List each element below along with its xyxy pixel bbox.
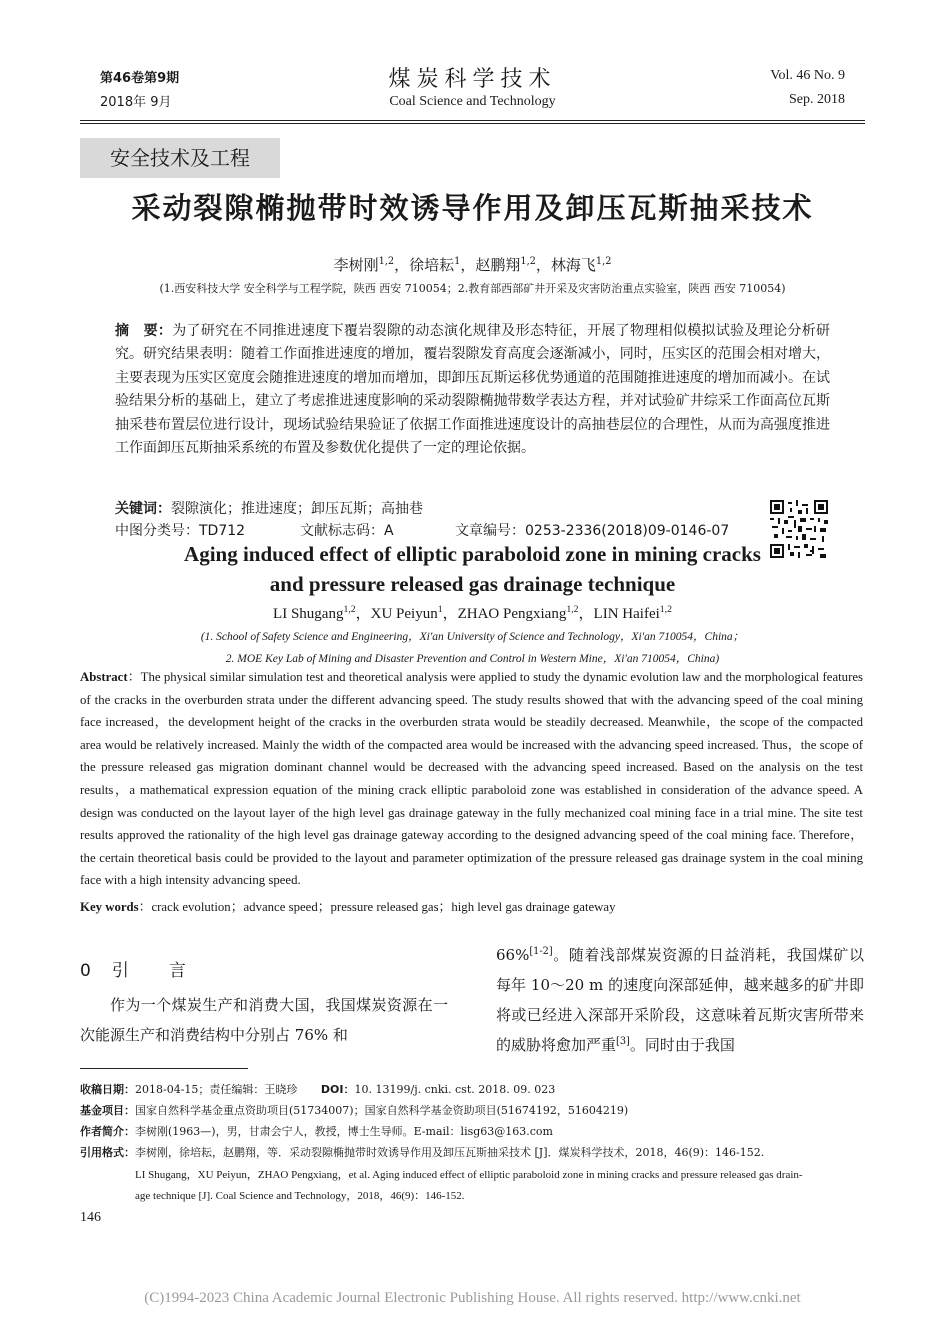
author-en: ，LIN Haifei bbox=[578, 606, 660, 622]
footnote-label: 作者简介： bbox=[80, 1125, 135, 1138]
journal-title-en: Coal Science and Technology bbox=[389, 94, 556, 109]
author-sup: 1,2 bbox=[520, 256, 536, 267]
footnote-citation-en-2: age technique [J]. Coal Science and Technology，2018，46(9)：146-152. bbox=[135, 1190, 465, 1202]
author-en: LI Shugang bbox=[273, 606, 344, 622]
footnote-label: 收稿日期： bbox=[80, 1083, 135, 1096]
author-sup: 1,2 bbox=[378, 256, 395, 267]
journal-title-cn: 煤炭科学技术 bbox=[388, 67, 557, 92]
author-sup: 1,2 bbox=[659, 604, 672, 615]
affiliation-en-2: 2. MOE Key Lab of Mining and Disaster Prevention and Control in Western Mine，Xi'an 710054，China) bbox=[225, 653, 720, 665]
article-number: 文章编号：0253-2336(2018)09-0146-07 bbox=[455, 523, 730, 539]
authors-cn bbox=[0, 254, 945, 275]
citation-link[interactable]: [3] bbox=[616, 1036, 630, 1047]
author-sup: 1 bbox=[437, 604, 443, 615]
page-number: 146 bbox=[80, 1210, 101, 1225]
keywords-cn-label: 关键词： bbox=[115, 501, 171, 517]
author-en: ，XU Peiyun bbox=[355, 606, 438, 622]
affiliation-cn: (1.西安科技大学 安全科学与工程学院，陕西 西安 710054；2.教育部西部矿井开采及灾害防治重点实验室，陕西 西安 710054) bbox=[159, 282, 786, 295]
footnote-received bbox=[80, 1080, 865, 1100]
footnote-label: 基金项目： bbox=[80, 1104, 135, 1117]
section-heading: 0 引 言 bbox=[80, 961, 188, 981]
author-sup: 1,2 bbox=[566, 604, 579, 615]
date-cn: 2018年 9月 bbox=[100, 95, 172, 110]
footnote-text: 2018-04-15；责任编辑：王晓珍 bbox=[135, 1083, 298, 1096]
abstract-en-text: ：The physical similar simulation test and theoretical analysis were applied to study the dynamic evolution law and the morphological features of the cracks in the overburden strata under the different advancing speed. The study results showed that with the advancing speed of the coal mining face increased，the development height of the cracks in the overburden strata would be steadily decreased. Meanwhile，the scope of the compacted area would be relatively increased. Mainly the width of the compacted area would be increased with the advancing speed increased. Thus，the scope of the pressure released gas migration dominant channel would be decreased with the advancing speed increased. Based on the analysis on the test results，a mathematical expression equation of the mining crack elliptic paraboloid zone was established in consideration of the advance speed. A design was conducted on the layout layer of the high level gas drainage gateway in the fully mechanized coal mining face in a trial mine. The site test results approved the rationality of the high level gas drainage gateway according to the designed advancing speed of the coal mining face. Therefore，the certain theoretical basis could be provided to the layout and parameter optimization of the pressure released gas drainage system in the coal mining face with a high intensity advancing speed. bbox=[80, 670, 863, 888]
author-en: ，ZHAO Pengxiang bbox=[442, 606, 567, 622]
abstract-en-label: Abstract bbox=[80, 670, 128, 684]
keywords-en-label: Key words bbox=[80, 900, 139, 914]
keywords-cn-text: 裂隙演化；推进速度；卸压瓦斯；高抽巷 bbox=[171, 501, 423, 517]
body-text: 。同时由于我国 bbox=[629, 1036, 735, 1054]
body-text-left: 作为一个煤炭生产和消费大国，我国煤炭资源在一次能源生产和消费结构中分别占 76% 和 bbox=[80, 996, 448, 1044]
author-sup: 1,2 bbox=[343, 604, 356, 615]
author-sup: 1,2 bbox=[595, 256, 612, 267]
authors-en bbox=[0, 602, 945, 623]
footnote-text: 李树刚，徐培耘，赵鹏翔，等．采动裂隙椭抛带时效诱导作用及卸压瓦斯抽采技术 [J]．煤炭科学技术，2018，46(9)：146-152. bbox=[135, 1146, 765, 1159]
keywords-cn bbox=[115, 498, 423, 518]
author-cn: ，徐培耘 bbox=[394, 256, 455, 274]
abstract-cn-text: 为了研究在不同推进速度下覆岩裂隙的动态演化规律及形态特征，开展了物理相似模拟试验及理论分析研究。研究结果表明：随着工作面推进速度的增加，覆岩裂隙发育高度会逐渐减小，同时，压实区的范围会相对增大，主要表现为压实区宽度会随推进速度的增加而增加，即卸压瓦斯运移优势通道的范围随推进速度的增加而减小。在试验结果分析的基础上，建立了考虑推进速度影响的采动裂隙椭抛带数学表达方程，并对试验矿井综采工作面高位瓦斯抽采巷布置层位进行设计，现场试验结果验证了依据工作面推进速度设计的高抽巷层位的合理性，从而为高强度推进工作面卸压瓦斯抽采系统的布置及参数优化提供了一定的理论依据。 bbox=[115, 323, 831, 457]
keywords-en-text: ：crack evolution；advance speed；pressure released gas；high level gas drainage gateway bbox=[138, 900, 616, 914]
volume-issue-cn: 第46卷第9期 bbox=[100, 71, 180, 86]
author-cn: ，林海飞 bbox=[535, 256, 596, 274]
clc-number: 中图分类号：TD712 bbox=[115, 523, 246, 539]
body-text: 66% bbox=[496, 946, 530, 964]
footnote-author bbox=[80, 1122, 865, 1142]
paper-title-cn: 采动裂隙椭抛带时效诱导作用及卸压瓦斯抽采技术 bbox=[131, 191, 814, 225]
header-rule-double bbox=[80, 123, 865, 124]
author-sup: 1 bbox=[454, 256, 461, 267]
body-text-right bbox=[496, 940, 864, 1060]
copyright-notice: (C)1994-2023 China Academic Journal Electronic Publishing House. All rights reserved. http://www.cnki.net bbox=[144, 1290, 801, 1306]
keywords-en bbox=[80, 896, 616, 915]
affiliation-en-1: (1. School of Safety Science and Engineering，Xi'an University of Science and Technology，Xi'an 710054，China； bbox=[200, 631, 745, 643]
abstract-cn-label: 摘 要： bbox=[115, 323, 173, 339]
abstract-en bbox=[80, 666, 863, 892]
abstract-cn bbox=[115, 320, 830, 460]
header-rule bbox=[80, 120, 865, 121]
footnote-fund bbox=[80, 1101, 865, 1121]
author-cn: 李树刚 bbox=[333, 256, 379, 274]
volume-issue-en: Vol. 46 No. 9 bbox=[770, 68, 845, 83]
footnote-rule bbox=[80, 1068, 248, 1069]
date-en: Sep. 2018 bbox=[789, 92, 845, 107]
citation-link[interactable]: [1-2] bbox=[529, 946, 553, 957]
document-code: 文献标志码：A bbox=[300, 523, 394, 539]
footnote-text: 国家自然科学基金重点资助项目(51734007)；国家自然科学基金资助项目(51674192，51604219) bbox=[135, 1104, 629, 1117]
footnote-citation-en-1: LI Shugang，XU Peiyun，ZHAO Pengxiang，et al. Aging induced effect of elliptic paraboloid zone in mining cracks and pressure released gas drain- bbox=[135, 1169, 803, 1181]
paper-title-en-line2: and pressure released gas drainage technique bbox=[269, 572, 676, 596]
footnote-label: 引用格式： bbox=[80, 1146, 135, 1159]
author-cn: ，赵鹏翔 bbox=[460, 256, 521, 274]
paper-title-en-line1: Aging induced effect of elliptic paraboloid zone in mining cracks bbox=[184, 542, 761, 566]
footnote-text: 李树刚(1963—)，男，甘肃会宁人，教授，博士生导师。E-mail：lisg63@163.com bbox=[135, 1125, 553, 1138]
body-text: 。随着浅部煤炭资源的日益消耗，我国煤矿以每年 10～20 m 的速度向深部延伸，越来越多的矿井即将或已经进入深部开采阶段，这意味着瓦斯灾害所带来的威胁将愈加严重 bbox=[496, 946, 864, 1054]
section-tag: 安全技术及工程 bbox=[80, 138, 280, 178]
footnote-label: DOI： bbox=[320, 1083, 355, 1096]
doi-link[interactable]: 10. 13199/j. cnki. cst. 2018. 09. 023 bbox=[354, 1083, 556, 1096]
footnote-citation bbox=[80, 1143, 865, 1163]
